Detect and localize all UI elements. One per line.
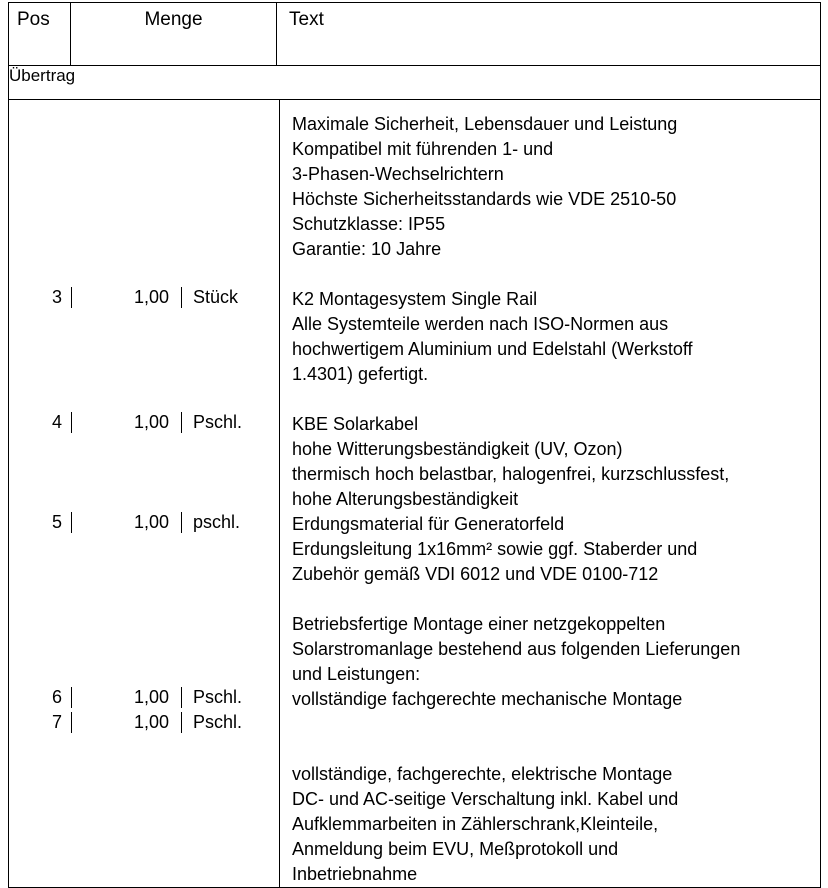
cell-pos: 3	[51, 287, 62, 307]
text-line: Garantie: 10 Jahre	[292, 239, 442, 259]
carryover-row	[9, 66, 821, 100]
offer-positions-table	[8, 2, 821, 888]
table-row	[9, 737, 820, 887]
text-line: Alle Systemteile werden nach ISO-Normen aus	[292, 314, 669, 334]
column-header-text: Text	[277, 3, 821, 66]
cell-unit: Pschl.	[181, 712, 279, 733]
text-line: Schutzklasse: IP55	[292, 214, 446, 234]
cell-text	[279, 287, 820, 412]
column-header-menge: Menge	[71, 3, 277, 66]
cell-unit: Pschl.	[181, 687, 279, 708]
table-row	[9, 612, 820, 687]
cell-text	[279, 412, 820, 512]
cell-menge: 1,00	[71, 412, 181, 433]
text-line: DC- und AC-seitige Verschaltung inkl. Kabel und	[292, 789, 679, 809]
table-row	[9, 512, 820, 612]
cell-text	[279, 100, 820, 287]
cell-menge: 1,00	[71, 287, 181, 308]
text-line: Betriebsfertige Montage einer netzgekoppelten	[292, 614, 666, 634]
cell-text	[279, 612, 820, 687]
cell-unit: Stück	[181, 287, 279, 308]
text-line: hohe Witterungsbeständigkeit (UV, Ozon)	[292, 439, 623, 459]
cell-text	[279, 512, 820, 612]
cell-text	[279, 712, 820, 737]
cell-pos: 5	[51, 512, 62, 532]
cell-pos: 4	[51, 412, 62, 432]
text-line: 3-Phasen-Wechselrichtern	[292, 164, 504, 184]
cell-unit: pschl.	[181, 512, 279, 533]
text-line: Solarstromanlage bestehend aus folgenden Lieferungen	[292, 639, 741, 659]
text-line: K2 Montagesystem Single Rail	[292, 289, 538, 309]
table-row	[9, 412, 820, 512]
table-header-row	[9, 3, 821, 66]
text-line: hohe Alterungsbeständigkeit	[292, 489, 519, 509]
text-line: Anmeldung beim EVU, Meßprotokoll und	[292, 839, 619, 859]
table-row	[9, 100, 820, 287]
text-line: vollständige fachgerechte mechanische Montage	[292, 689, 683, 709]
text-line: Höchste Sicherheitsstandards wie VDE 2510-50	[292, 189, 677, 209]
positions-list	[9, 100, 820, 887]
cell-text	[279, 687, 820, 712]
text-line: Aufklemmarbeiten in Zählerschrank,Kleinteile,	[292, 814, 659, 834]
cell-menge: 1,00	[71, 712, 181, 733]
text-line: und Leistungen:	[292, 664, 421, 684]
table-row	[9, 287, 820, 412]
carryover-label: Übertrag	[9, 66, 821, 100]
table-row	[9, 712, 820, 737]
text-line: vollständige, fachgerechte, elektrische Montage	[292, 764, 673, 784]
text-line: Erdungsleitung 1x16mm² sowie ggf. Staberder und	[292, 539, 698, 559]
cell-text	[279, 737, 820, 887]
text-line: Erdungsmaterial für Generatorfeld	[292, 514, 565, 534]
cell-menge: 1,00	[71, 687, 181, 708]
text-line: Zubehör gemäß VDI 6012 und VDE 0100-712	[292, 564, 659, 584]
text-line: hochwertigem Aluminium und Edelstahl (Werkstoff	[292, 339, 693, 359]
text-line: KBE Solarkabel	[292, 414, 419, 434]
column-header-pos: Pos	[9, 3, 71, 66]
text-line: 1.4301) gefertigt.	[292, 364, 429, 384]
table-row	[9, 687, 820, 712]
table-body-cell	[9, 100, 821, 888]
cell-pos: 6	[51, 687, 62, 707]
text-line: Kompatibel mit führenden 1- und	[292, 139, 554, 159]
document-page	[0, 2, 828, 884]
text-line: Inbetriebnahme	[292, 864, 418, 884]
table-body-row	[9, 100, 821, 888]
text-line: thermisch hoch belastbar, halogenfrei, kurzschlussfest,	[292, 464, 730, 484]
cell-menge: 1,00	[71, 512, 181, 533]
cell-unit: Pschl.	[181, 412, 279, 433]
cell-pos: 7	[51, 712, 62, 732]
text-line: Maximale Sicherheit, Lebensdauer und Leistung	[292, 114, 678, 134]
